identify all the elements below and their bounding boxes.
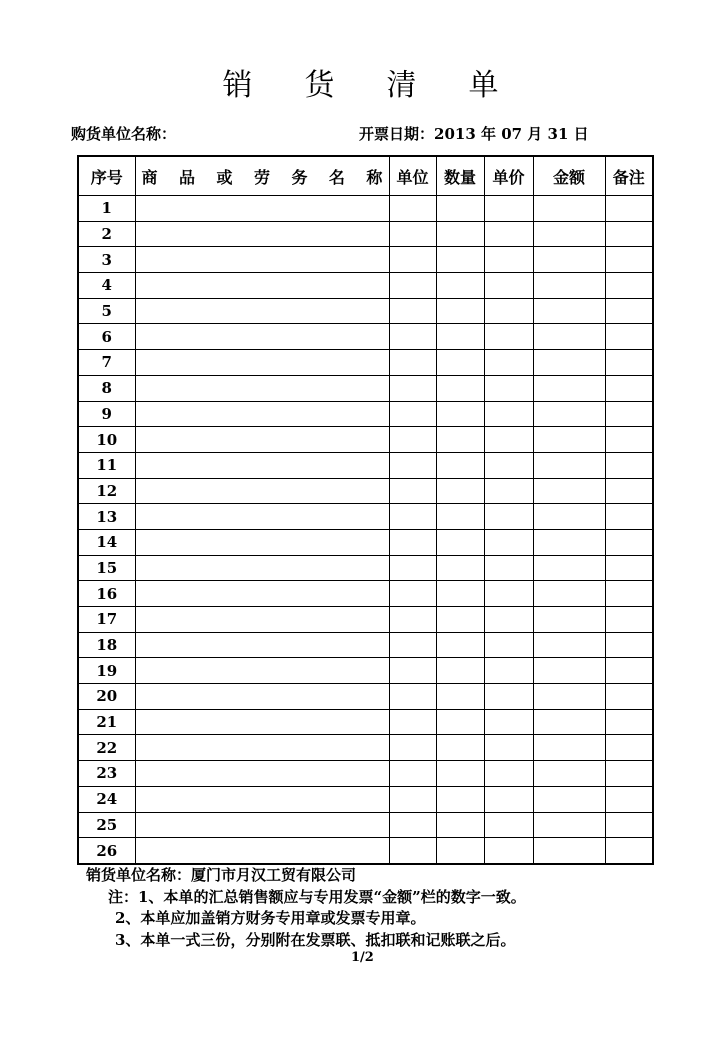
table-cell (389, 684, 436, 710)
table-row (78, 684, 653, 710)
table-cell (389, 478, 436, 504)
table-cell (135, 221, 389, 247)
table-cell (135, 632, 389, 658)
table-row (78, 838, 653, 864)
table-cell (484, 221, 533, 247)
table-cell (436, 452, 484, 478)
table-cell (389, 196, 436, 222)
table-cell (484, 555, 533, 581)
table-cell (605, 581, 653, 607)
table-cell (389, 581, 436, 607)
table-cell (436, 427, 484, 453)
row-index: 13 (78, 504, 135, 530)
table-cell (533, 401, 605, 427)
table-row (78, 709, 653, 735)
row-index: 11 (78, 452, 135, 478)
table-cell (436, 375, 484, 401)
table-cell (436, 324, 484, 350)
table-cell (533, 838, 605, 864)
title-char: 货 (304, 68, 335, 103)
table-cell (484, 607, 533, 633)
table-cell (135, 684, 389, 710)
row-index: 16 (78, 581, 135, 607)
table-cell (135, 350, 389, 376)
title-char: 清 (386, 68, 417, 103)
table-row (78, 427, 653, 453)
table-cell (436, 607, 484, 633)
row-index: 14 (78, 529, 135, 555)
col-goods-char: 或 (216, 167, 233, 187)
table-cell (389, 324, 436, 350)
table-cell (484, 427, 533, 453)
note-3: 3、本单一式三份，分别附在发票联、抵扣联和记账联之后。 (115, 931, 516, 949)
row-index: 18 (78, 632, 135, 658)
table-cell (135, 529, 389, 555)
col-unit-price: 单价 (484, 156, 533, 196)
col-remarks: 备注 (605, 156, 653, 196)
table-cell (389, 375, 436, 401)
table-cell (135, 581, 389, 607)
table-cell (533, 504, 605, 530)
table-cell (484, 247, 533, 273)
table-cell (436, 581, 484, 607)
table-cell (605, 838, 653, 864)
buyer-label: 购货单位名称： (71, 125, 177, 143)
table-cell (484, 196, 533, 222)
table-cell (436, 401, 484, 427)
table-cell (533, 298, 605, 324)
table-row (78, 350, 653, 376)
table-cell (135, 427, 389, 453)
row-index: 4 (78, 273, 135, 299)
table-cell (605, 735, 653, 761)
table-cell (605, 761, 653, 787)
row-index: 26 (78, 838, 135, 864)
col-goods (135, 156, 389, 196)
table-cell (484, 401, 533, 427)
table-cell (135, 375, 389, 401)
table-row (78, 375, 653, 401)
table-cell (389, 812, 436, 838)
page-number: 1/2 (351, 950, 374, 965)
table-cell (533, 221, 605, 247)
table-row (78, 478, 653, 504)
goods-table (77, 155, 654, 865)
table-cell (484, 684, 533, 710)
table-cell (436, 658, 484, 684)
row-index: 22 (78, 735, 135, 761)
table-cell (533, 324, 605, 350)
table-cell (484, 273, 533, 299)
table-row (78, 247, 653, 273)
table-row (78, 761, 653, 787)
row-index: 19 (78, 658, 135, 684)
table-cell (135, 196, 389, 222)
table-cell (436, 786, 484, 812)
table-cell (135, 607, 389, 633)
table-cell (484, 709, 533, 735)
title-char: 销 (222, 68, 253, 103)
table-cell (389, 838, 436, 864)
table-cell (135, 555, 389, 581)
table-cell (135, 735, 389, 761)
row-index: 8 (78, 375, 135, 401)
table-cell (436, 350, 484, 376)
col-amount: 金额 (533, 156, 605, 196)
table-cell (135, 401, 389, 427)
table-row (78, 221, 653, 247)
table-row (78, 555, 653, 581)
table-cell (605, 427, 653, 453)
table-cell (135, 324, 389, 350)
col-goods-char: 名 (328, 167, 345, 187)
row-index: 15 (78, 555, 135, 581)
table-cell (533, 196, 605, 222)
table-cell (533, 761, 605, 787)
table-row (78, 196, 653, 222)
table-cell (484, 504, 533, 530)
table-cell (605, 196, 653, 222)
table-row (78, 735, 653, 761)
table-cell (484, 478, 533, 504)
table-cell (605, 375, 653, 401)
note-2: 2、本单应加盖销方财务专用章或发票专用章。 (115, 909, 426, 927)
invoice-date (359, 123, 589, 144)
table-cell (484, 298, 533, 324)
seller-name: 销货单位名称：厦门市月汉工贸有限公司 (86, 866, 357, 884)
table-row (78, 324, 653, 350)
table-cell (605, 709, 653, 735)
table-cell (533, 427, 605, 453)
table-cell (389, 298, 436, 324)
table-cell (605, 504, 653, 530)
table-cell (484, 632, 533, 658)
table-row (78, 273, 653, 299)
row-index: 7 (78, 350, 135, 376)
table-cell (135, 709, 389, 735)
col-goods-char: 劳 (253, 167, 270, 187)
table-row (78, 581, 653, 607)
table-cell (605, 658, 653, 684)
table-cell (533, 786, 605, 812)
title-char: 单 (468, 68, 499, 103)
table-cell (484, 812, 533, 838)
table-cell (135, 761, 389, 787)
table-cell (605, 555, 653, 581)
table-cell (533, 607, 605, 633)
row-index: 23 (78, 761, 135, 787)
table-row (78, 658, 653, 684)
table-cell (533, 709, 605, 735)
table-cell (135, 298, 389, 324)
table-cell (533, 247, 605, 273)
table-cell (389, 761, 436, 787)
col-unit: 单位 (389, 156, 436, 196)
table-cell (389, 401, 436, 427)
table-row (78, 607, 653, 633)
table-cell (389, 427, 436, 453)
note-1: 注：1、本单的汇总销售额应与专用发票“金额”栏的数字一致。 (108, 888, 526, 906)
row-index: 6 (78, 324, 135, 350)
table-cell (389, 504, 436, 530)
row-index: 5 (78, 298, 135, 324)
table-cell (135, 812, 389, 838)
table-cell (389, 632, 436, 658)
table-cell (436, 529, 484, 555)
table-cell (436, 761, 484, 787)
row-index: 3 (78, 247, 135, 273)
table-cell (389, 607, 436, 633)
table-cell (533, 375, 605, 401)
table-cell (533, 812, 605, 838)
table-cell (389, 735, 436, 761)
table-cell (484, 761, 533, 787)
table-cell (533, 350, 605, 376)
col-goods-char: 务 (291, 167, 308, 187)
table-cell (135, 273, 389, 299)
row-index: 24 (78, 786, 135, 812)
row-index: 12 (78, 478, 135, 504)
table-cell (533, 478, 605, 504)
col-goods-char: 品 (178, 167, 195, 187)
table-cell (605, 221, 653, 247)
col-index: 序号 (78, 156, 135, 196)
table-cell (135, 838, 389, 864)
col-quantity: 数量 (436, 156, 484, 196)
table-cell (484, 581, 533, 607)
table-cell (135, 786, 389, 812)
table-cell (135, 478, 389, 504)
table-cell (484, 786, 533, 812)
table-row (78, 401, 653, 427)
table-cell (135, 247, 389, 273)
table-cell (484, 735, 533, 761)
row-index: 21 (78, 709, 135, 735)
table-cell (436, 247, 484, 273)
table-cell (605, 273, 653, 299)
table-cell (533, 632, 605, 658)
table-cell (436, 196, 484, 222)
row-index: 25 (78, 812, 135, 838)
table-cell (436, 632, 484, 658)
table-cell (389, 247, 436, 273)
table-row (78, 452, 653, 478)
table-row (78, 632, 653, 658)
table-cell (436, 709, 484, 735)
table-cell (436, 838, 484, 864)
table-cell (533, 273, 605, 299)
table-cell (484, 375, 533, 401)
table-cell (436, 684, 484, 710)
table-cell (533, 581, 605, 607)
row-index: 17 (78, 607, 135, 633)
table-cell (389, 658, 436, 684)
table-cell (484, 658, 533, 684)
table-cell (605, 298, 653, 324)
table-cell (436, 298, 484, 324)
table-cell (389, 529, 436, 555)
table-cell (436, 735, 484, 761)
table-row (78, 529, 653, 555)
table-header (78, 156, 653, 196)
date-value: 2013 年 07 月 31 日 (434, 125, 589, 143)
table-cell (389, 452, 436, 478)
row-index: 10 (78, 427, 135, 453)
table-cell (605, 812, 653, 838)
table-cell (533, 529, 605, 555)
table-cell (605, 529, 653, 555)
table-cell (533, 452, 605, 478)
table-cell (533, 735, 605, 761)
table-cell (135, 658, 389, 684)
table-cell (484, 529, 533, 555)
col-goods-char: 称 (366, 167, 383, 187)
table-cell (436, 555, 484, 581)
table-cell (605, 350, 653, 376)
table-cell (389, 350, 436, 376)
table-row (78, 812, 653, 838)
table-cell (605, 452, 653, 478)
table-cell (484, 324, 533, 350)
table-row (78, 504, 653, 530)
table-cell (605, 684, 653, 710)
table-cell (436, 812, 484, 838)
table-cell (389, 709, 436, 735)
table-cell (605, 607, 653, 633)
table-cell (484, 452, 533, 478)
row-index: 2 (78, 221, 135, 247)
table-cell (533, 684, 605, 710)
row-index: 1 (78, 196, 135, 222)
table-cell (605, 786, 653, 812)
table-cell (389, 786, 436, 812)
table-cell (389, 273, 436, 299)
row-index: 20 (78, 684, 135, 710)
table-cell (605, 478, 653, 504)
table-cell (436, 504, 484, 530)
table-cell (389, 555, 436, 581)
table-cell (605, 247, 653, 273)
table-cell (605, 632, 653, 658)
document-title (0, 60, 721, 104)
table-cell (436, 221, 484, 247)
table-cell (436, 273, 484, 299)
col-goods-char: 商 (141, 167, 158, 187)
table-cell (533, 555, 605, 581)
table-cell (605, 401, 653, 427)
table-cell (533, 658, 605, 684)
table-cell (389, 221, 436, 247)
table-cell (605, 324, 653, 350)
table-cell (484, 838, 533, 864)
row-index: 9 (78, 401, 135, 427)
table-cell (436, 478, 484, 504)
table-cell (135, 452, 389, 478)
table-row (78, 786, 653, 812)
date-label: 开票日期： (359, 125, 435, 143)
table-row (78, 298, 653, 324)
table-cell (484, 350, 533, 376)
table-cell (135, 504, 389, 530)
